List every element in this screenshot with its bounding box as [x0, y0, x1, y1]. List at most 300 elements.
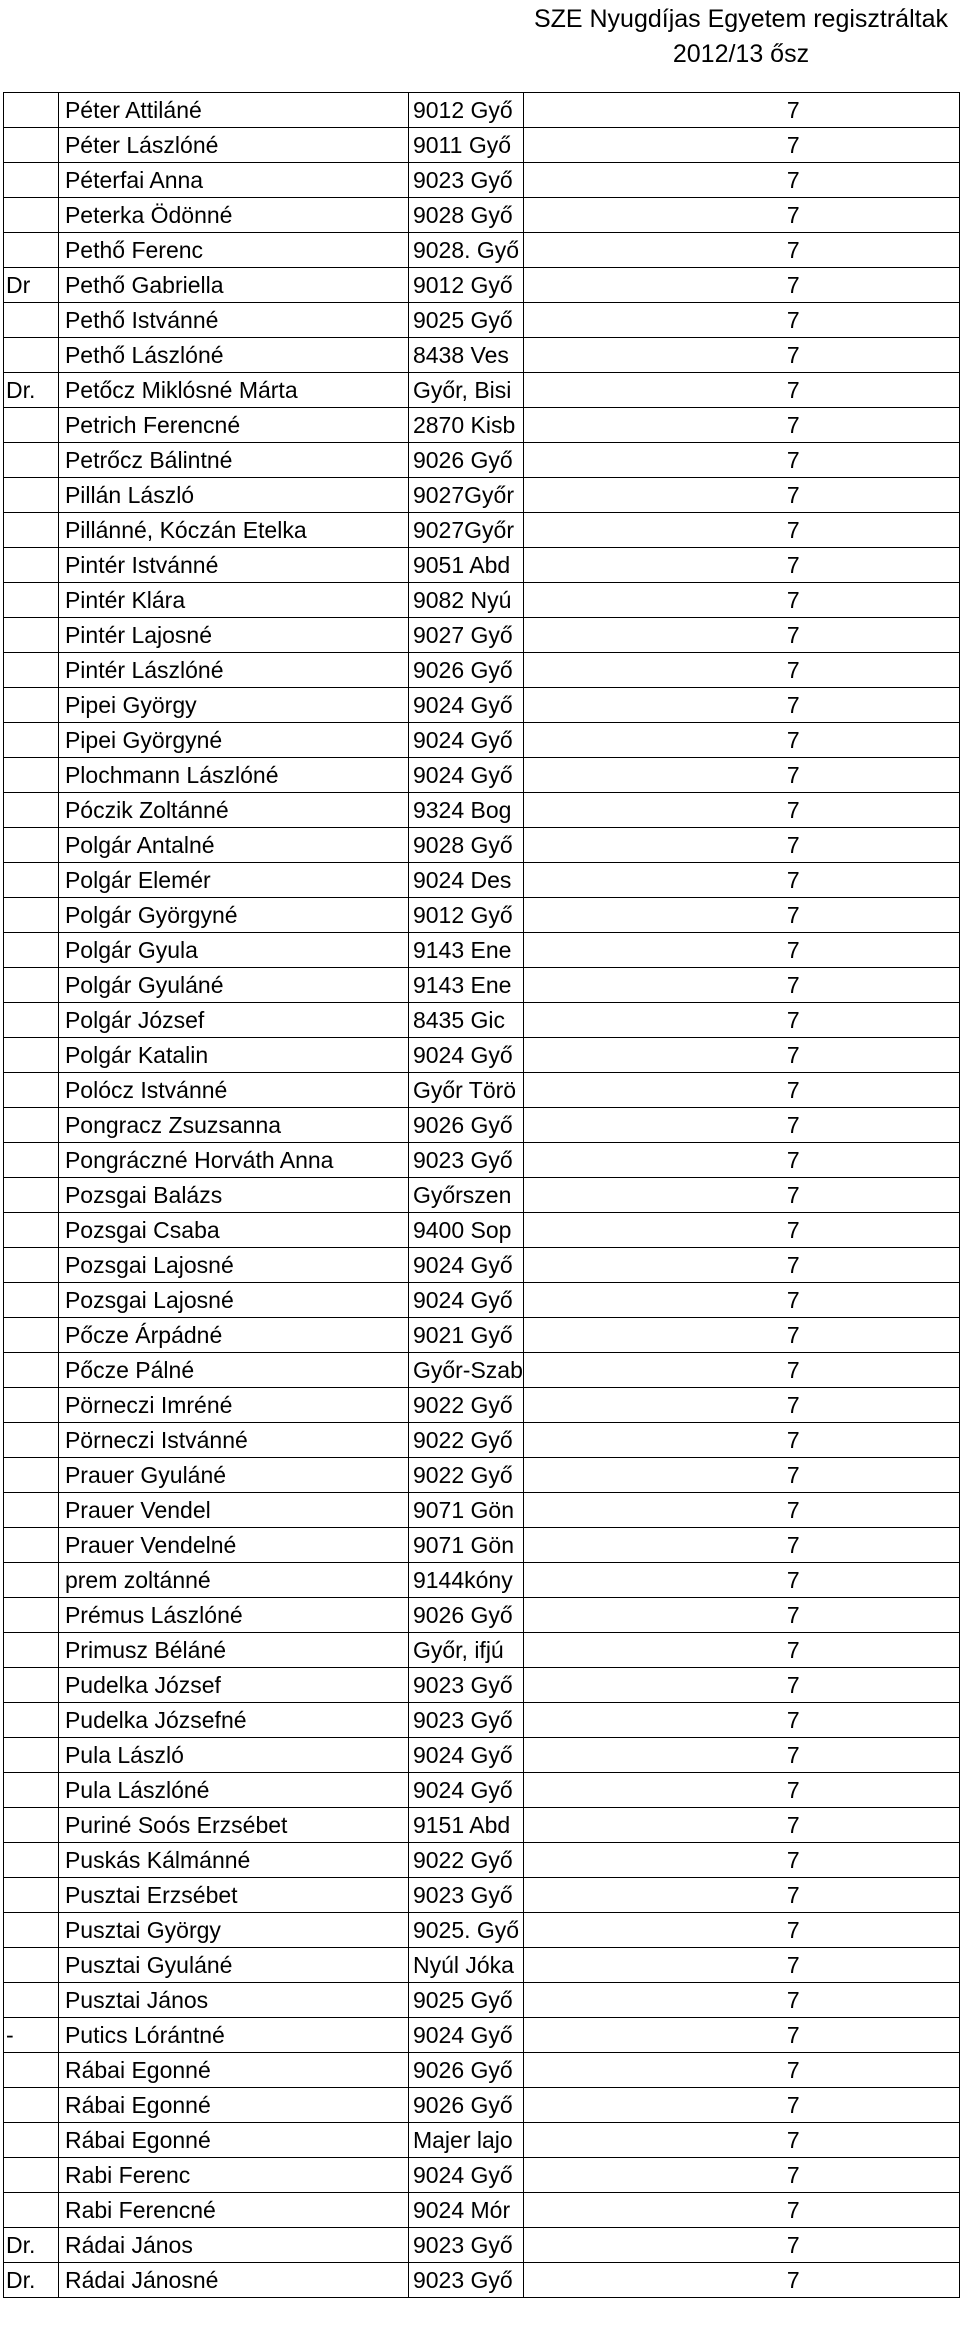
title-cell — [4, 478, 59, 513]
name-cell: Rabi Ferenc — [58, 2158, 408, 2193]
table-row — [4, 618, 960, 653]
table-row — [4, 93, 960, 128]
header-title: SZE Nyugdíjas Egyetem regisztráltak — [533, 5, 948, 33]
table-row — [4, 1773, 960, 1808]
table-row — [4, 863, 960, 898]
name-cell: Prauer Vendel — [58, 1493, 408, 1528]
name-cell: Rádai Jánosné — [58, 2263, 408, 2298]
number-cell: 7 — [523, 1003, 959, 1038]
number-cell: 7 — [523, 1738, 959, 1773]
title-cell: - — [4, 2018, 59, 2053]
name-cell: Pintér Lajosné — [58, 618, 408, 653]
number-cell: 7 — [523, 2018, 959, 2053]
table-row — [4, 1598, 960, 1633]
number-cell: 7 — [523, 478, 959, 513]
number-cell: 7 — [523, 93, 959, 128]
address-cell: 9022 Győ — [408, 1843, 523, 1878]
title-cell — [4, 1668, 59, 1703]
table-row — [4, 513, 960, 548]
address-cell: 9026 Győ — [408, 653, 523, 688]
name-cell: Pusztai Gyuláné — [58, 1948, 408, 1983]
title-cell — [4, 583, 59, 618]
address-cell: 9023 Győ — [408, 163, 523, 198]
address-cell: 9022 Győ — [408, 1388, 523, 1423]
table-row — [4, 653, 960, 688]
address-cell: 9024 Des — [408, 863, 523, 898]
address-cell: 9024 Győ — [408, 1038, 523, 1073]
title-cell — [4, 2053, 59, 2088]
table-row — [4, 1878, 960, 1913]
title-cell — [4, 1913, 59, 1948]
title-cell — [4, 513, 59, 548]
table-row — [4, 1703, 960, 1738]
address-cell: 9028 Győ — [408, 828, 523, 863]
table-row — [4, 268, 960, 303]
address-cell: 9051 Abd — [408, 548, 523, 583]
name-cell: Primusz Béláné — [58, 1633, 408, 1668]
address-cell: 9026 Győ — [408, 2053, 523, 2088]
name-cell: Petőcz Miklósné Márta — [58, 373, 408, 408]
address-cell: 9027 Győ — [408, 618, 523, 653]
table-row — [4, 338, 960, 373]
number-cell: 7 — [523, 163, 959, 198]
title-cell — [4, 2158, 59, 2193]
title-cell — [4, 303, 59, 338]
table-row — [4, 1353, 960, 1388]
address-cell: 9026 Győ — [408, 1598, 523, 1633]
table-row — [4, 1178, 960, 1213]
table-row — [4, 1948, 960, 1983]
title-cell — [4, 338, 59, 373]
address-cell: Győr, Bisi — [408, 373, 523, 408]
name-cell: Pudelka Józsefné — [58, 1703, 408, 1738]
number-cell: 7 — [523, 443, 959, 478]
address-cell: 9024 Győ — [408, 1738, 523, 1773]
name-cell: Rábai Egonné — [58, 2123, 408, 2158]
number-cell: 7 — [523, 1878, 959, 1913]
name-cell: prem zoltánné — [58, 1563, 408, 1598]
number-cell: 7 — [523, 1948, 959, 1983]
title-cell — [4, 898, 59, 933]
table-row — [4, 1563, 960, 1598]
name-cell: Rabi Ferencné — [58, 2193, 408, 2228]
address-cell: 9022 Győ — [408, 1423, 523, 1458]
name-cell: Pusztai Erzsébet — [58, 1878, 408, 1913]
number-cell: 7 — [523, 1633, 959, 1668]
address-cell: 9024 Győ — [408, 2158, 523, 2193]
table-row — [4, 1668, 960, 1703]
number-cell: 7 — [523, 548, 959, 583]
name-cell: Rádai János — [58, 2228, 408, 2263]
number-cell: 7 — [523, 1178, 959, 1213]
number-cell: 7 — [523, 1073, 959, 1108]
title-cell — [4, 933, 59, 968]
table-row — [4, 2158, 960, 2193]
name-cell: Polgár Gyula — [58, 933, 408, 968]
address-cell: 9027Győr — [408, 513, 523, 548]
name-cell: Putics Lórántné — [58, 2018, 408, 2053]
name-cell: Rábai Egonné — [58, 2088, 408, 2123]
number-cell: 7 — [523, 2228, 959, 2263]
title-cell — [4, 1598, 59, 1633]
document-header — [534, 2, 948, 72]
address-cell: 9082 Nyú — [408, 583, 523, 618]
number-cell: 7 — [523, 1668, 959, 1703]
name-cell: Pozsgai Csaba — [58, 1213, 408, 1248]
address-cell: 9026 Győ — [408, 1108, 523, 1143]
address-cell: 9024 Győ — [408, 758, 523, 793]
name-cell: Petrich Ferencné — [58, 408, 408, 443]
address-cell: 9400 Sop — [408, 1213, 523, 1248]
address-cell: 9024 Mór — [408, 2193, 523, 2228]
address-cell: Győr, ifjú — [408, 1633, 523, 1668]
address-cell: 9024 Győ — [408, 1248, 523, 1283]
name-cell: Pethő Ferenc — [58, 233, 408, 268]
address-cell: 9012 Győ — [408, 898, 523, 933]
name-cell: Pula László — [58, 1738, 408, 1773]
title-cell — [4, 1353, 59, 1388]
name-cell: Polgár Gyuláné — [58, 968, 408, 1003]
title-cell — [4, 548, 59, 583]
title-cell — [4, 233, 59, 268]
registrants-table-body — [4, 93, 960, 2298]
table-row — [4, 163, 960, 198]
address-cell: 9144kóny — [408, 1563, 523, 1598]
title-cell — [4, 1213, 59, 1248]
title-cell: Dr. — [4, 2228, 59, 2263]
name-cell: Plochmann Lászlóné — [58, 758, 408, 793]
name-cell: Pongráczné Horváth Anna — [58, 1143, 408, 1178]
name-cell: Polócz Istvánné — [58, 1073, 408, 1108]
title-cell — [4, 2123, 59, 2158]
title-cell — [4, 198, 59, 233]
address-cell: 9025. Győ — [408, 1913, 523, 1948]
address-cell: Majer lajo — [408, 2123, 523, 2158]
address-cell: Győr Törö — [408, 1073, 523, 1108]
address-cell: 8438 Ves — [408, 338, 523, 373]
name-cell: Pintér Lászlóné — [58, 653, 408, 688]
table-row — [4, 968, 960, 1003]
number-cell: 7 — [523, 1913, 959, 1948]
number-cell: 7 — [523, 793, 959, 828]
table-row — [4, 1983, 960, 2018]
number-cell: 7 — [523, 1423, 959, 1458]
name-cell: Pintér Klára — [58, 583, 408, 618]
number-cell: 7 — [523, 513, 959, 548]
table-row — [4, 408, 960, 443]
address-cell: Győrszen — [408, 1178, 523, 1213]
title-cell — [4, 1878, 59, 1913]
number-cell: 7 — [523, 408, 959, 443]
name-cell: Pudelka József — [58, 1668, 408, 1703]
title-cell — [4, 723, 59, 758]
title-cell — [4, 1773, 59, 1808]
title-cell — [4, 793, 59, 828]
title-cell — [4, 1633, 59, 1668]
number-cell: 7 — [523, 2053, 959, 2088]
number-cell: 7 — [523, 583, 959, 618]
number-cell: 7 — [523, 1808, 959, 1843]
title-cell — [4, 1108, 59, 1143]
number-cell: 7 — [523, 898, 959, 933]
title-cell — [4, 1808, 59, 1843]
table-row — [4, 688, 960, 723]
table-row — [4, 1283, 960, 1318]
number-cell: 7 — [523, 1773, 959, 1808]
table-row — [4, 1458, 960, 1493]
address-cell: 9024 Győ — [408, 1283, 523, 1318]
address-cell: 9012 Győ — [408, 268, 523, 303]
name-cell: Polgár Elemér — [58, 863, 408, 898]
address-cell: 8435 Gic — [408, 1003, 523, 1038]
address-cell: 9023 Győ — [408, 1703, 523, 1738]
number-cell: 7 — [523, 1213, 959, 1248]
table-row — [4, 2228, 960, 2263]
title-cell — [4, 1073, 59, 1108]
name-cell: Pörneczi Istvánné — [58, 1423, 408, 1458]
table-row — [4, 1913, 960, 1948]
title-cell — [4, 688, 59, 723]
title-cell — [4, 1003, 59, 1038]
title-cell — [4, 408, 59, 443]
number-cell: 7 — [523, 968, 959, 1003]
number-cell: 7 — [523, 1703, 959, 1738]
address-cell: 2870 Kisb — [408, 408, 523, 443]
table-row — [4, 1633, 960, 1668]
address-cell: 9027Győr — [408, 478, 523, 513]
title-cell: Dr. — [4, 2263, 59, 2298]
name-cell: Pörneczi Imréné — [58, 1388, 408, 1423]
number-cell: 7 — [523, 268, 959, 303]
number-cell: 7 — [523, 1318, 959, 1353]
number-cell: 7 — [523, 1528, 959, 1563]
number-cell: 7 — [523, 1143, 959, 1178]
title-cell — [4, 653, 59, 688]
name-cell: Pipei György — [58, 688, 408, 723]
number-cell: 7 — [523, 1108, 959, 1143]
table-row — [4, 1003, 960, 1038]
title-cell — [4, 968, 59, 1003]
table-row — [4, 2053, 960, 2088]
title-cell — [4, 1423, 59, 1458]
number-cell: 7 — [523, 1458, 959, 1493]
address-cell: 9071 Gön — [408, 1528, 523, 1563]
number-cell: 7 — [523, 618, 959, 653]
table-row — [4, 2018, 960, 2053]
title-cell — [4, 1528, 59, 1563]
number-cell: 7 — [523, 2123, 959, 2158]
number-cell: 7 — [523, 1283, 959, 1318]
address-cell: 9025 Győ — [408, 303, 523, 338]
name-cell: Peterka Ödönné — [58, 198, 408, 233]
number-cell: 7 — [523, 128, 959, 163]
title-cell: Dr — [4, 268, 59, 303]
address-cell: 9011 Győ — [408, 128, 523, 163]
address-cell: 9071 Gön — [408, 1493, 523, 1528]
name-cell: Petrőcz Bálintné — [58, 443, 408, 478]
table-row — [4, 373, 960, 408]
number-cell: 7 — [523, 653, 959, 688]
name-cell: Pőcze Pálné — [58, 1353, 408, 1388]
number-cell: 7 — [523, 338, 959, 373]
name-cell: Pipei Györgyné — [58, 723, 408, 758]
address-cell: 9023 Győ — [408, 2228, 523, 2263]
name-cell: Polgár Katalin — [58, 1038, 408, 1073]
name-cell: Prémus Lászlóné — [58, 1598, 408, 1633]
number-cell: 7 — [523, 828, 959, 863]
table-row — [4, 1738, 960, 1773]
name-cell: Pozsgai Lajosné — [58, 1248, 408, 1283]
title-cell — [4, 163, 59, 198]
title-cell: Dr. — [4, 373, 59, 408]
table-row — [4, 898, 960, 933]
number-cell: 7 — [523, 1598, 959, 1633]
table-row — [4, 2193, 960, 2228]
address-cell: 9023 Győ — [408, 1668, 523, 1703]
title-cell — [4, 863, 59, 898]
title-cell — [4, 1388, 59, 1423]
name-cell: Pintér Istvánné — [58, 548, 408, 583]
name-cell: Pethő Lászlóné — [58, 338, 408, 373]
address-cell: 9028. Győ — [408, 233, 523, 268]
number-cell: 7 — [523, 758, 959, 793]
address-cell: 9024 Győ — [408, 723, 523, 758]
number-cell: 7 — [523, 303, 959, 338]
name-cell: Rábai Egonné — [58, 2053, 408, 2088]
address-cell: 9024 Győ — [408, 688, 523, 723]
table-row — [4, 443, 960, 478]
number-cell: 7 — [523, 2263, 959, 2298]
address-cell: 9151 Abd — [408, 1808, 523, 1843]
number-cell: 7 — [523, 863, 959, 898]
title-cell — [4, 828, 59, 863]
table-row — [4, 828, 960, 863]
table-row — [4, 548, 960, 583]
number-cell: 7 — [523, 688, 959, 723]
address-cell: 9026 Győ — [408, 2088, 523, 2123]
number-cell: 7 — [523, 1353, 959, 1388]
title-cell — [4, 128, 59, 163]
name-cell: Pőcze Árpádné — [58, 1318, 408, 1353]
name-cell: Puskás Kálmánné — [58, 1843, 408, 1878]
number-cell: 7 — [523, 2193, 959, 2228]
address-cell: 9023 Győ — [408, 1143, 523, 1178]
title-cell — [4, 2088, 59, 2123]
title-cell — [4, 1738, 59, 1773]
title-cell — [4, 1843, 59, 1878]
table-row — [4, 198, 960, 233]
registrants-table — [3, 92, 960, 2298]
title-cell — [4, 443, 59, 478]
name-cell: Prauer Gyuláné — [58, 1458, 408, 1493]
address-cell: 9143 Ene — [408, 968, 523, 1003]
table-row — [4, 1038, 960, 1073]
table-row — [4, 2088, 960, 2123]
number-cell: 7 — [523, 1983, 959, 2018]
table-row — [4, 1843, 960, 1878]
table-row — [4, 1143, 960, 1178]
address-cell: 9026 Győ — [408, 443, 523, 478]
title-cell — [4, 93, 59, 128]
table-row — [4, 2263, 960, 2298]
number-cell: 7 — [523, 233, 959, 268]
name-cell: Polgár Antalné — [58, 828, 408, 863]
address-cell: Győr-Szab — [408, 1353, 523, 1388]
header-semester: 2012/13 ősz — [672, 40, 810, 68]
table-row — [4, 1388, 960, 1423]
table-row — [4, 128, 960, 163]
name-cell: Pillán László — [58, 478, 408, 513]
title-cell — [4, 1493, 59, 1528]
address-cell: 9028 Győ — [408, 198, 523, 233]
address-cell: 9143 Ene — [408, 933, 523, 968]
title-cell — [4, 1178, 59, 1213]
name-cell: Péter Lászlóné — [58, 128, 408, 163]
title-cell — [4, 1143, 59, 1178]
table-row — [4, 478, 960, 513]
name-cell: Pula Lászlóné — [58, 1773, 408, 1808]
address-cell: 9024 Győ — [408, 2018, 523, 2053]
title-cell — [4, 1948, 59, 1983]
table-row — [4, 1073, 960, 1108]
table-row — [4, 1248, 960, 1283]
name-cell: Prauer Vendelné — [58, 1528, 408, 1563]
number-cell: 7 — [523, 723, 959, 758]
name-cell: Péterfai Anna — [58, 163, 408, 198]
name-cell: Polgár József — [58, 1003, 408, 1038]
number-cell: 7 — [523, 2158, 959, 2193]
number-cell: 7 — [523, 1248, 959, 1283]
name-cell: Péter Attiláné — [58, 93, 408, 128]
address-cell: 9024 Győ — [408, 1773, 523, 1808]
address-cell: 9022 Győ — [408, 1458, 523, 1493]
number-cell: 7 — [523, 198, 959, 233]
name-cell: Pongracz Zsuzsanna — [58, 1108, 408, 1143]
number-cell: 7 — [523, 1843, 959, 1878]
table-row — [4, 793, 960, 828]
number-cell: 7 — [523, 1388, 959, 1423]
title-cell — [4, 758, 59, 793]
table-row — [4, 1108, 960, 1143]
number-cell: 7 — [523, 1038, 959, 1073]
name-cell: Pusztai György — [58, 1913, 408, 1948]
address-cell: 9324 Bog — [408, 793, 523, 828]
number-cell: 7 — [523, 2088, 959, 2123]
name-cell: Póczik Zoltánné — [58, 793, 408, 828]
table-row — [4, 933, 960, 968]
address-cell: Nyúl Jóka — [408, 1948, 523, 1983]
title-cell — [4, 1703, 59, 1738]
name-cell: Polgár Györgyné — [58, 898, 408, 933]
name-cell: Pillánné, Kóczán Etelka — [58, 513, 408, 548]
table-row — [4, 303, 960, 338]
name-cell: Pusztai János — [58, 1983, 408, 2018]
address-cell: 9021 Győ — [408, 1318, 523, 1353]
title-cell — [4, 2193, 59, 2228]
title-cell — [4, 618, 59, 653]
address-cell: 9025 Győ — [408, 1983, 523, 2018]
name-cell: Pozsgai Lajosné — [58, 1283, 408, 1318]
table-row — [4, 2123, 960, 2158]
table-row — [4, 583, 960, 618]
title-cell — [4, 1983, 59, 2018]
title-cell — [4, 1563, 59, 1598]
address-cell: 9023 Győ — [408, 2263, 523, 2298]
number-cell: 7 — [523, 1563, 959, 1598]
title-cell — [4, 1038, 59, 1073]
name-cell: Pozsgai Balázs — [58, 1178, 408, 1213]
table-row — [4, 723, 960, 758]
